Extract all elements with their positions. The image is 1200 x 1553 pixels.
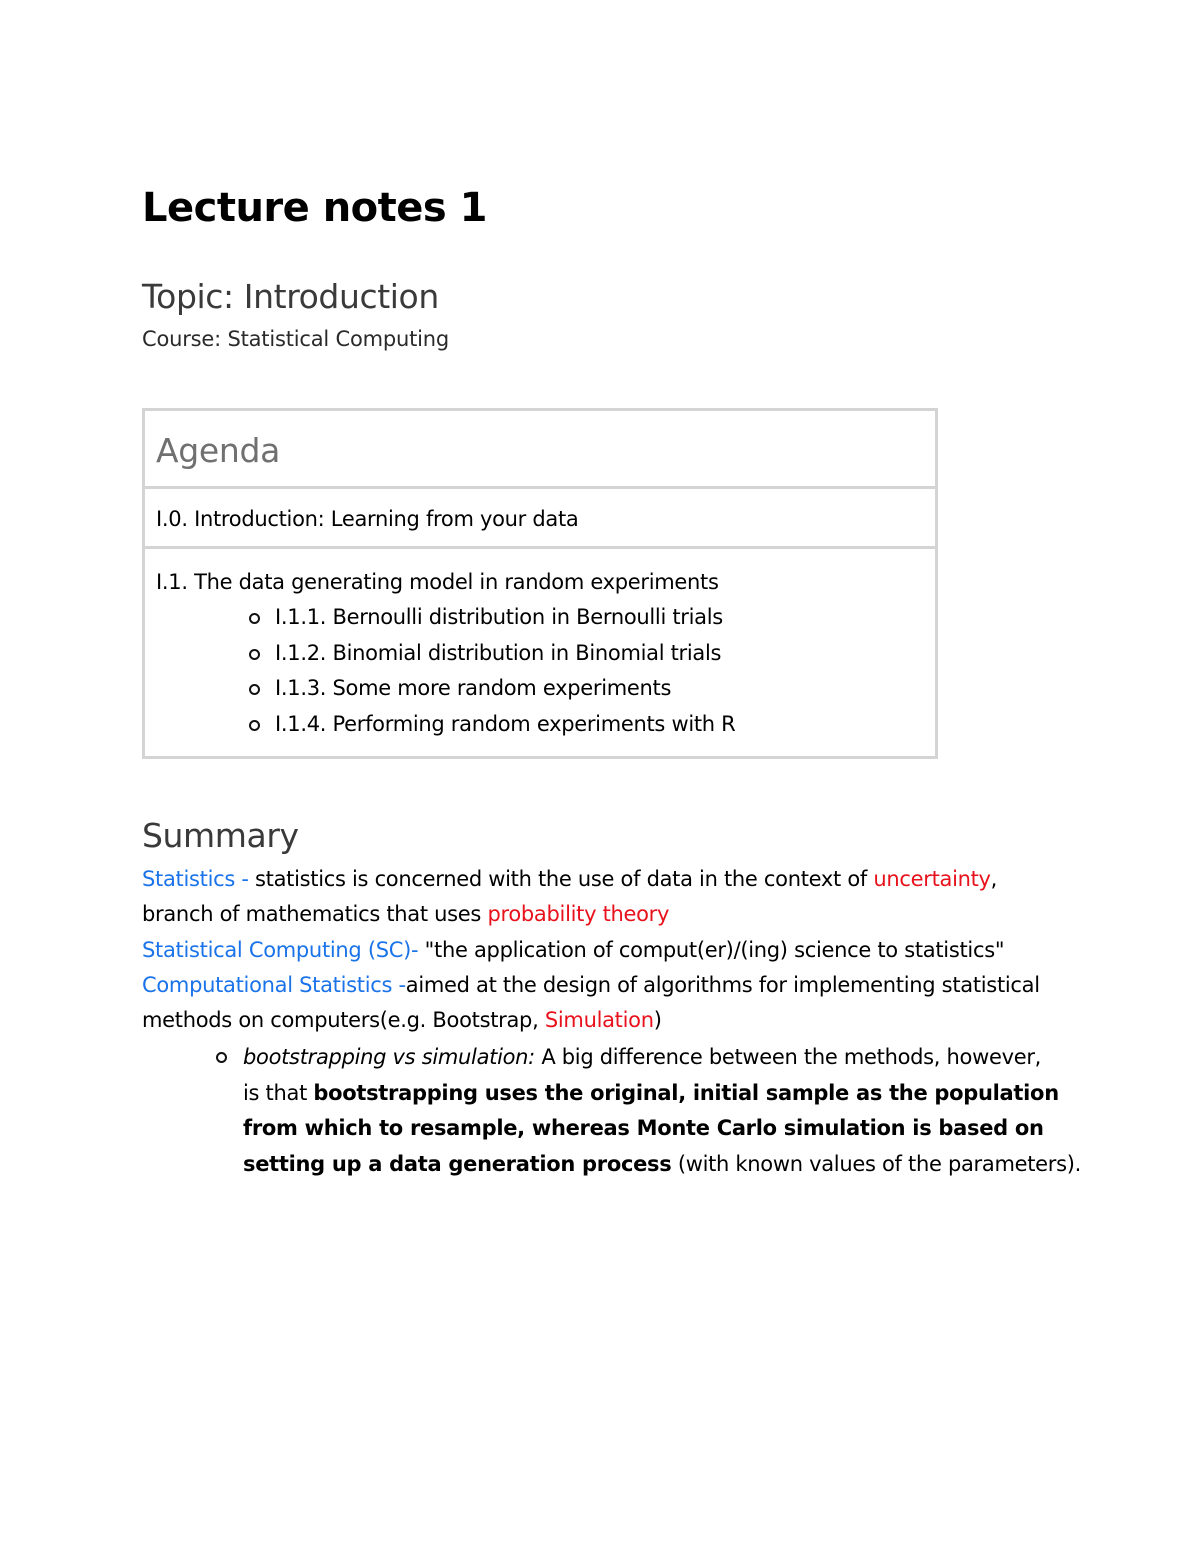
term-statistical-computing: Statistical Computing (SC)- [142, 938, 425, 962]
agenda-sub-item-label: I.1.2. Binomial distribution in Binomial trials [275, 640, 722, 665]
summary-text: statistics is concerned with the use of data in the context of [255, 867, 874, 891]
summary-line-branch [142, 899, 669, 929]
highlight-uncertainty: uncertainty [873, 867, 991, 891]
topic-heading: Topic: Introduction [142, 277, 439, 316]
agenda-sub-item-label: I.1.1. Bernoulli distribution in Bernoulli trials [275, 605, 723, 629]
summary-line-methods [142, 1005, 662, 1035]
hollow-bullet-icon [249, 649, 260, 660]
agenda-section-1 [145, 549, 935, 756]
italic-lead: bootstrapping vs simulation: [243, 1045, 535, 1069]
hollow-bullet-icon [216, 1052, 227, 1063]
term-computational-statistics: Computational Statistics - [142, 973, 406, 997]
summary-line-sc [142, 935, 1004, 965]
bullet-line [243, 1076, 1081, 1112]
bullet-line [243, 1147, 1081, 1183]
agenda-sub-item-label: I.1.3. Some more random experiments [275, 676, 672, 700]
bullet-text: (with known values of the parameters). [671, 1151, 1082, 1176]
bold-text: from which to resample, whereas Monte Carlo simulation is based on [243, 1116, 1044, 1140]
agenda-sub-list [156, 600, 935, 742]
agenda-sub-item [249, 636, 935, 672]
summary-text: aimed at the design of algorithms for implementing statistical [405, 973, 1040, 997]
agenda-sub-item [249, 707, 935, 743]
summary-text: , [990, 867, 998, 891]
agenda-item-intro: I.0. Introduction: Learning from your data [145, 489, 935, 549]
summary-line-computational [142, 970, 1040, 1000]
bullet-text: A big difference between the methods, however, [534, 1045, 1042, 1069]
summary-line-statistics [142, 864, 997, 894]
summary-text: "the application of comput(er)/(ing) science to statistics" [424, 938, 1005, 962]
summary-heading: Summary [142, 816, 299, 855]
bullet-text: is that [243, 1080, 314, 1105]
agenda-table [142, 408, 938, 759]
page-title: Lecture notes 1 [142, 185, 487, 231]
agenda-sub-item [249, 671, 935, 707]
term-statistics: Statistics - [142, 867, 256, 891]
agenda-heading: Agenda [145, 411, 935, 489]
hollow-bullet-icon [249, 720, 260, 731]
summary-text: ) [653, 1008, 662, 1032]
summary-text: branch of mathematics that uses [142, 902, 488, 926]
highlight-simulation: Simulation [544, 1008, 654, 1032]
bold-text: bootstrapping uses the original, initial sample as the population [313, 1080, 1059, 1105]
summary-bullet-text [243, 1040, 1081, 1182]
agenda-sub-item-label: I.1.4. Performing random experiments with R [275, 711, 736, 736]
bold-text: setting up a data generation process [243, 1151, 672, 1176]
bullet-line [243, 1111, 1081, 1147]
agenda-section-1-title: I.1. The data generating model in random experiments [156, 570, 719, 594]
summary-text: methods on computers(e.g. Bootstrap, [142, 1008, 545, 1032]
highlight-probability-theory: probability theory [487, 902, 670, 926]
hollow-bullet-icon [249, 684, 260, 695]
bullet-line [243, 1040, 1081, 1076]
agenda-sub-item [249, 600, 935, 636]
course-subtitle: Course: Statistical Computing [142, 327, 450, 351]
hollow-bullet-icon [249, 613, 260, 624]
